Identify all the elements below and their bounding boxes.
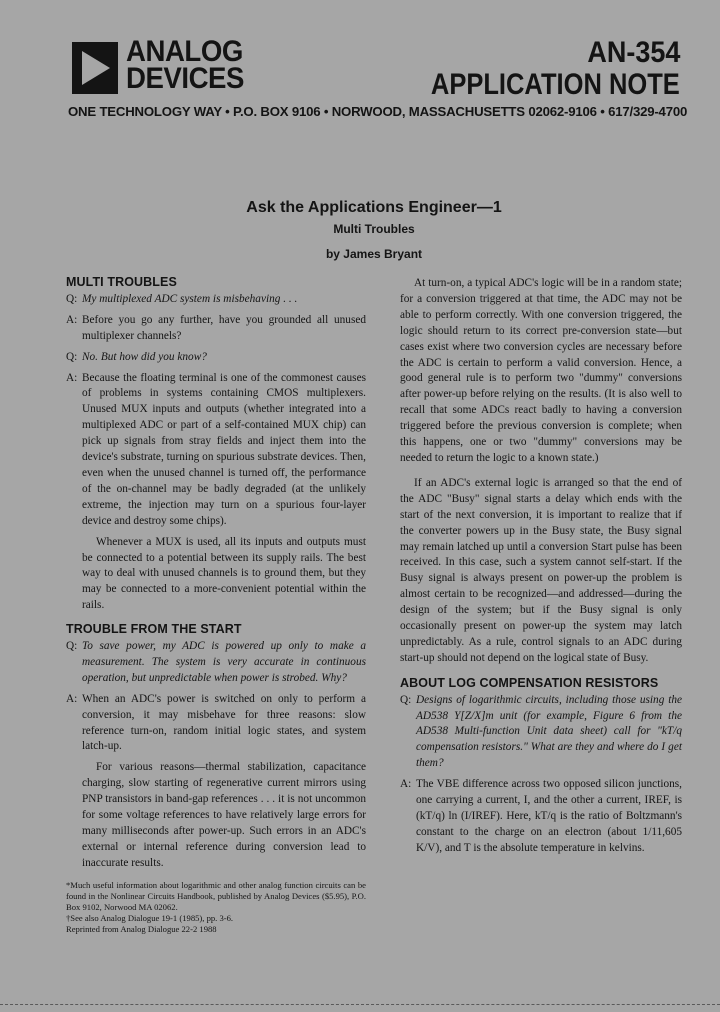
note-type: APPLICATION NOTE [431, 68, 680, 101]
company-name-line2: DEVICES [126, 62, 244, 95]
article-subtitle: Multi Troubles [333, 222, 415, 236]
answer-2-continued: Whenever a MUX is used, all its inputs and outputs must be connected to a potential between its supply rails. The best way to deal with unused channels is to ground them, but they may be connected to a more-convenient potential within the rails. [82, 535, 366, 612]
reprint-note: Reprinted from Analog Dialogue 22-2 1988 [66, 924, 217, 934]
article-byline: by James Bryant [325, 247, 423, 261]
page-edge-divider [0, 1004, 720, 1006]
company-name-line1: ANALOG [126, 35, 243, 68]
footnote-2: †See also Analog Dialogue 19-1 (1985), pp. 3-6. [66, 913, 234, 923]
right-column [400, 276, 682, 862]
paragraph-busy-signal: If an ADC's external logic is arranged so that the end of the ADC "Busy" signal starts a delay which ends with the start of the next conversion, it is important to realize that if the converter powers up in the Busy state, the Busy signal may remain latched up until a conversion Start pulse has been received. In this case, such a system cannot self-start. If the Busy signal is always present on power-up the problem is almost certain to be recognized—and addressed—during the design of the system; but if the Busy signal is only occasionally present on power-up the system may latch unpredictably. As a rule, control signals to an ADC during start-up should not depend on the logical state of Busy. [400, 476, 682, 664]
company-name [126, 35, 244, 95]
answer-2: A: Because the floating terminal is one of the commonest causes of problems in systems containing CMOS multiplexers. Unused MUX inputs and outputs (whether integrated into a multiplexed ADC or part of a self-contained MUX chip) can pick up signals from stray fields and inject them into the device's substrate, turning on spurious substrate devices. Then, even when the unused channel is turned off, the performance of the on-channel may be badly degraded (at the unlikely extreme, the injection may turn on a spurious four-layer device and destroy some chips). [66, 371, 366, 527]
note-number: AN-354 [586, 36, 680, 69]
answer-3-continued: For various reasons—thermal stabilization, capacitance charging, slow starting of regenerative current mirrors using PNP transistors in band-gap references . . . it is not uncommon for some voltage references to have relatively large errors for many milliseconds after power-up. Such errors in an ADC's external or internal reference during conversion lead to inaccurate results. [82, 761, 366, 869]
company-address: ONE TECHNOLOGY WAY • P.O. BOX 9106 • NORWOOD, MASSACHUSETTS 02062-9106 • 617/329-4700 [68, 104, 688, 119]
footnotes [66, 880, 366, 935]
question-4: Q: Designs of logarithmic circuits, including those using the AD538 Y[Z/X]m unit (for example, Figure 6 from the AD538 Multi-function Unit data sheet) call for "kT/q compensation resistors." What are they and where do I get them? [400, 693, 682, 770]
question-2: Q: No. But how did you know? [66, 350, 207, 363]
article-title: Ask the Applications Engineer—1 [246, 199, 502, 216]
question-1: Q: My multiplexed ADC system is misbehaving . . . [66, 292, 298, 305]
analog-devices-logo-icon [72, 42, 118, 94]
left-column [66, 275, 366, 877]
footnote-1: *Much useful information about logarithmic and other analog function circuits can be found in the Nonlinear Circuits Handbook, published by Analog Devices ($5.95), P.O. Box 9102, Norwood MA 02062. [66, 880, 366, 912]
answer-3: A: When an ADC's power is switched on only to perform a conversion, it may misbehave for three reasons: slow reference turn-on, random initial logic states, and system latch-up. [66, 692, 366, 753]
answer-1: A: Before you go any further, have you grounded all unused multiplexer channels? [66, 313, 366, 342]
paragraph-turn-on: At turn-on, a typical ADC's logic will be in a random state; for a conversion triggered at that time, the ADC may not be able to perform correctly. With one conversion triggered, the logic should return to its correct pre-conversion state—but cases exist where two conversion cycles are necessary before the ADC is certain to perform a valid conversion. Hence, a good general rule is to perform two "dummy" conversions after power-up before relying on the results. (It is also well to recall that some ADCs react badly to having a conversion triggered before the previous conversion is complete; when this happens, one or two "dummy" conversions may be needed to return the logic to a known state.) [400, 277, 682, 464]
section-heading-log-compensation: ABOUT LOG COMPENSATION RESISTORS [400, 675, 659, 690]
section-heading-multi-troubles: MULTI TROUBLES [66, 275, 177, 289]
question-3: Q: To save power, my ADC is powered up only to make a measurement. The system is very accurate in continuous operation, but unpredictable when power is strobed. Why? [66, 640, 366, 684]
answer-4: A: The VBE difference across two opposed silicon junctions, one carrying a current, I, and the other a current, IREF, is (kT/q) ln (I/IREF). Here, kT/q is the ratio of Boltzmann's constant to the charge on an electron (about 1/11,605 K/V), and T is the absolute temperature in kelvins. [400, 778, 682, 854]
section-heading-trouble-from-the-start: TROUBLE FROM THE START [66, 622, 242, 637]
